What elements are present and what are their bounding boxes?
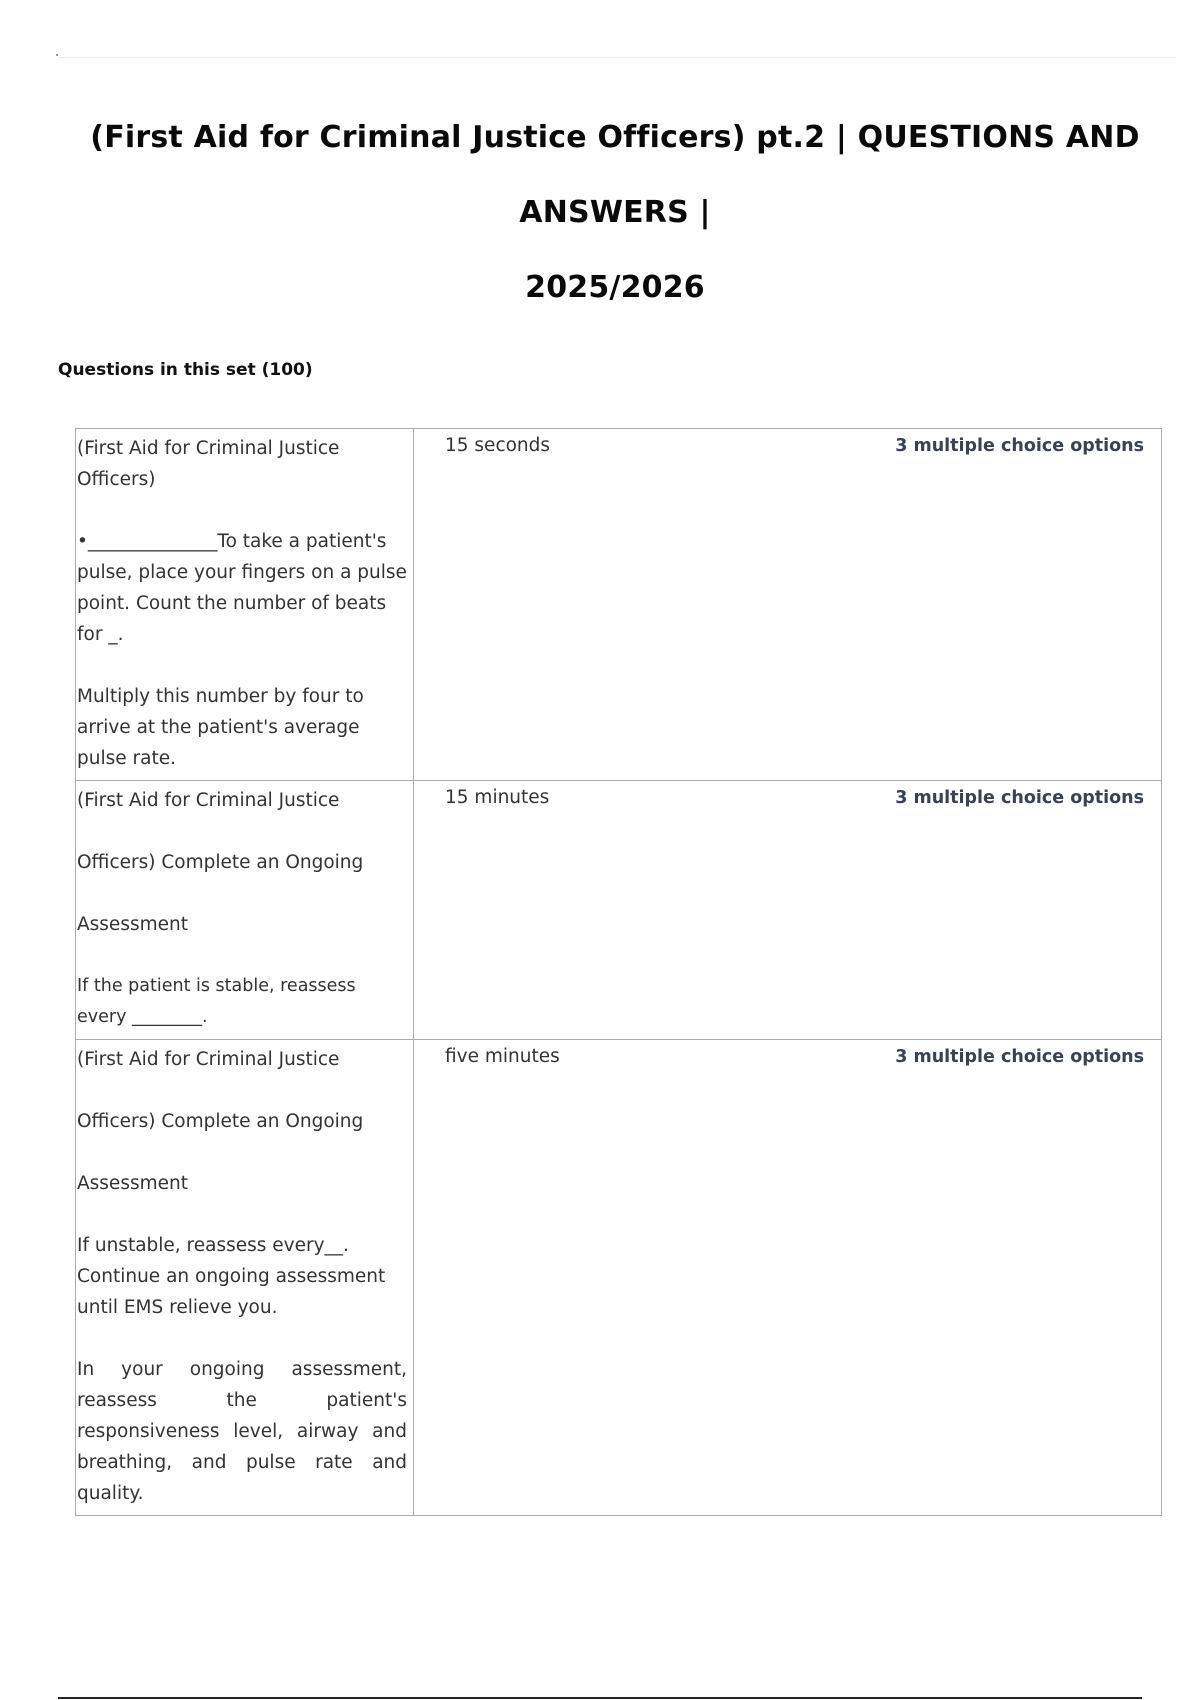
question-cell: [76, 429, 414, 781]
answer-text: five minutes: [445, 1046, 560, 1067]
question-line: •______________To take a patient's pulse, place your fingers on a pulse point. Count the number of beats for _.: [77, 531, 407, 645]
answer-cell: [414, 429, 1162, 781]
answer-cell: [414, 781, 1162, 1040]
title-line-1: (First Aid for Criminal Justice Officers) pt.2 | QUESTIONS AND ANSWERS |: [90, 120, 1140, 230]
question-line: If unstable, reassess every__. Continue an ongoing assessment until EMS relieve you.: [77, 1235, 386, 1318]
question-cell: [76, 781, 414, 1040]
flashcard-table: [75, 428, 1162, 1516]
footer-rule: [58, 1697, 1142, 1699]
question-line: Assessment: [77, 1173, 188, 1194]
question-cell: [76, 1040, 414, 1516]
multiple-choice-options-label[interactable]: 3 multiple choice options: [895, 436, 1144, 456]
table-row: [76, 781, 1162, 1040]
question-line: In your ongoing assessment, reassess the patient's responsiveness level, airway and breathing, and pulse rate and quality.: [77, 1359, 407, 1504]
question-line: If the patient is stable, reassess every ________.: [77, 976, 356, 1027]
question-line: (First Aid for Criminal Justice Officers): [77, 438, 340, 490]
page-corner-mark: [56, 54, 58, 56]
question-line: Assessment: [77, 914, 188, 935]
document-title: [60, 100, 1170, 325]
multiple-choice-options-label[interactable]: 3 multiple choice options: [895, 1047, 1144, 1067]
answer-cell: [414, 1040, 1162, 1516]
table-row: [76, 1040, 1162, 1516]
answer-text: 15 seconds: [445, 435, 551, 456]
questions-set-heading: Questions in this set (100): [58, 360, 313, 380]
table-row: [76, 429, 1162, 781]
header-rule: [58, 57, 1176, 58]
question-line: (First Aid for Criminal Justice: [77, 790, 340, 811]
multiple-choice-options-label[interactable]: 3 multiple choice options: [895, 788, 1144, 808]
question-line: Officers) Complete an Ongoing: [77, 1111, 364, 1132]
answer-text: 15 minutes: [445, 787, 550, 808]
question-line: (First Aid for Criminal Justice: [77, 1049, 340, 1070]
title-line-2: 2025/2026: [525, 270, 705, 305]
question-line: Officers) Complete an Ongoing: [77, 852, 364, 873]
question-line: Multiply this number by four to arrive at the patient's average pulse rate.: [77, 686, 364, 769]
